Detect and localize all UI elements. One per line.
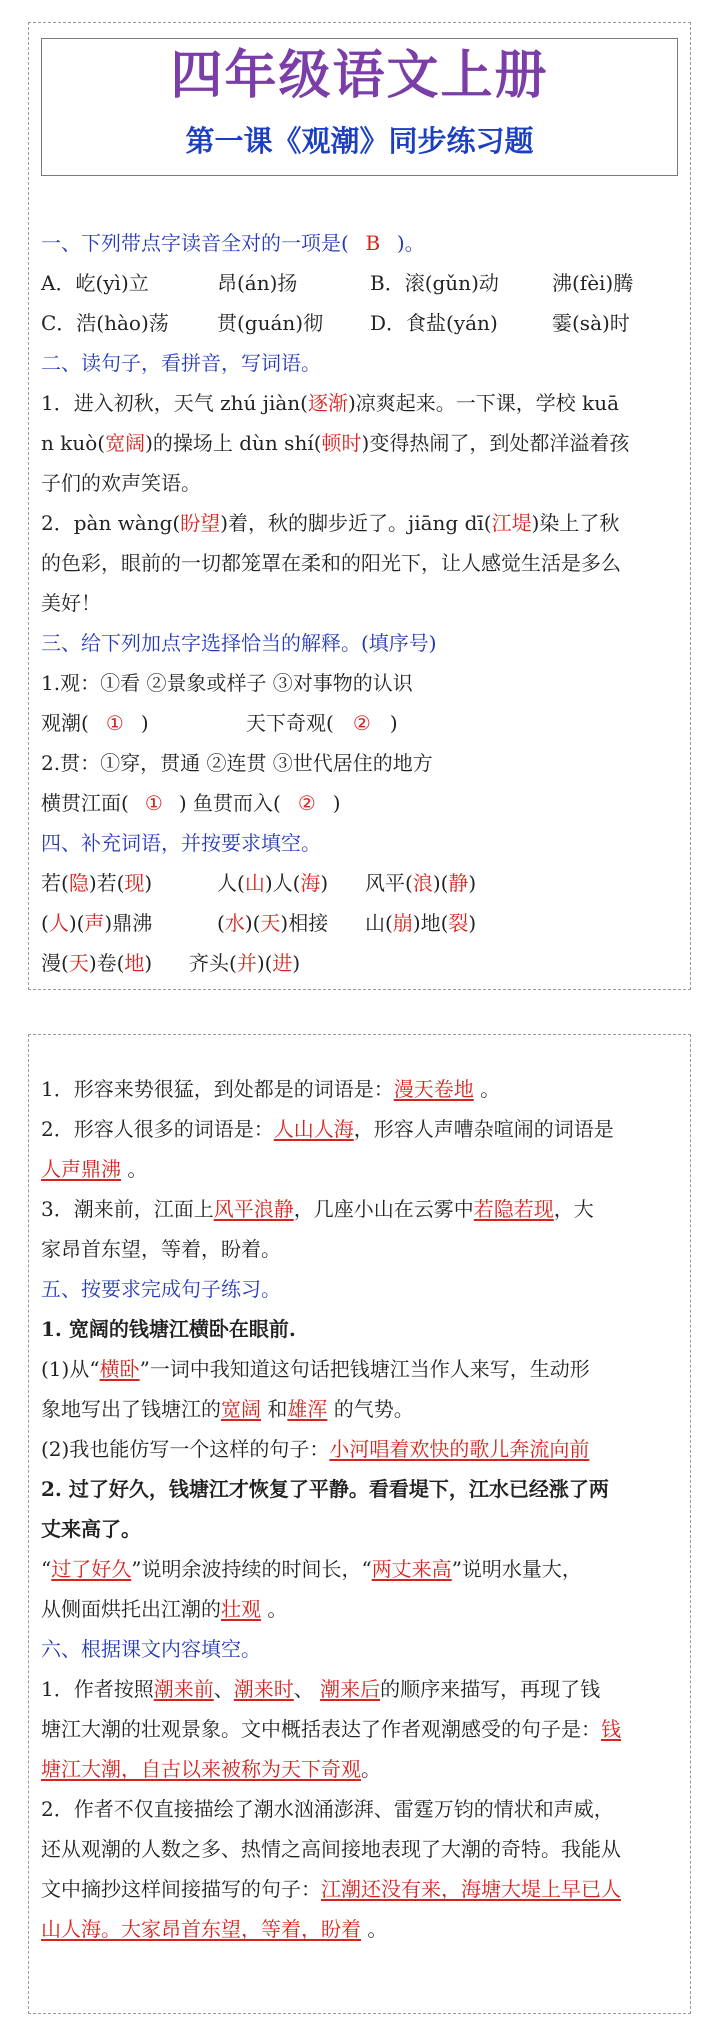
question-1-heading: 一、下列带点字读音全对的一项是( B )。 [41,223,681,263]
option-a2: 昂(án)扬 [217,271,298,295]
fill-line: 文中摘抄这样间接描写的句子：江潮还没有来，海塘大堤上早已人 [41,1877,621,1901]
option-b1: B．滚(gǔn)动 [370,271,499,295]
worksheet-page-1 [28,22,691,990]
example-sentence-2: 2. 过了好久，钱塘江才恢复了平静。看看堤下，江水已经涨了两 [41,1477,609,1501]
paragraph-line: 还从观潮的人数之多、热情之高间接地表现了大潮的奇特。我能从 [41,1837,621,1861]
question-4-heading: 四、补充词语，并按要求填空。 [41,831,321,855]
fill-line: 象地写出了钱塘江的宽阔 和雄浑 的气势。 [41,1397,414,1421]
fill-line: (1)从“横卧”一词中我知道这句话把钱塘江当作人来写，生动形 [41,1357,590,1381]
option-a1: A．屹(yì)立 [41,271,149,295]
fill-line: 塘江大潮，自古以来被称为天下奇观。 [41,1757,381,1781]
fill-line: “过了好久”说明余波持续的时间长，“两丈来高”说明水量大， [41,1557,582,1581]
idiom-row-2: (人)(声)鼎沸 (水)(天)相接 山(崩)地(裂) [41,911,477,935]
fill-line: 2．形容人很多的词语是：人山人海，形容人声嘈杂喧闹的词语是 [41,1117,614,1141]
fill-line: 塘江大潮的壮观景象。文中概括表达了作者观潮感受的句子是：钱 [41,1717,621,1741]
fill-line: 山人海。大家昂首东望，等着，盼着 。 [41,1917,388,1941]
question-5-heading: 五、按要求完成句子练习。 [41,1277,281,1301]
section-content-1 [41,223,681,983]
example-sentence-1: 1. 宽阔的钱塘江横卧在眼前. [41,1317,296,1341]
fill-line: 从侧面烘托出江潮的壮观 。 [41,1597,288,1621]
option-d1: D．食盐(yán) [370,311,498,335]
paragraph-line: 2．pàn wàng(盼望)着，秋的脚步近了。jiāng dī(江堤)染上了秋 [41,511,620,535]
fill-line: 家昂首东望，等着，盼着。 [41,1237,281,1261]
option-d2: 霎(sà)时 [552,311,630,335]
paragraph-line: 1．进入初秋，天气 zhú jiàn(逐渐)凉爽起来。一下课，学校 kuā [41,391,620,415]
option-b2: 沸(fèi)腾 [552,271,634,295]
paragraph-line: n kuò(宽阔)的操场上 dùn shí(顿时)变得热闹了，到处都洋溢着孩 [41,431,630,455]
paragraph-line: 美好！ [41,591,101,615]
definition-line: 1.观：①看 ②景象或样子 ③对事物的认识 [41,671,413,695]
definition-line: 2.贯：①穿，贯通 ②连贯 ③世代居住的地方 [41,751,433,775]
paragraph-line: 子们的欢声笑语。 [41,471,201,495]
section-content-2 [41,1069,681,1949]
idiom-row-1: 若(隐)若(现) 人(山)人(海) 风平(浪)(静) [41,871,477,895]
page-title: 四年级语文上册 [170,45,549,106]
fill-line: 3．潮来前，江面上风平浪静，几座小山在云雾中若隐若现，大 [41,1197,594,1221]
fill-line: 1．形容来势很猛，到处都是的词语是：漫天卷地 。 [41,1077,501,1101]
paragraph-line: 的色彩，眼前的一切都笼罩在柔和的阳光下，让人感觉生活是多么 [41,551,621,575]
worksheet-page-2 [28,1034,691,2014]
question-2-heading: 二、读句子，看拼音，写词语。 [41,351,321,375]
fill-line: 人声鼎沸 。 [41,1157,148,1181]
idiom-row-3: 漫(天)卷(地) 齐头(并)(进) [41,951,301,975]
example-sentence-2-cont: 丈来高了。 [41,1517,141,1541]
question-6-heading: 六、根据课文内容填空。 [41,1637,261,1661]
answer-line: 横贯江面( ① ) 鱼贯而入( ② ) [41,791,341,815]
page-subtitle: 第一课《观潮》同步练习题 [185,124,534,158]
option-c1: C．浩(hào)荡 [41,311,169,335]
answer-line: 观潮( ① ) 天下奇观( ② ) [41,711,398,735]
options-row-2 [41,303,681,343]
question-3-heading: 三、给下列加点字选择恰当的解释。(填序号) [41,631,437,655]
title-box [41,38,678,176]
fill-line: 1．作者按照潮来前、潮来时、 潮来后的顺序来描写，再现了钱 [41,1677,601,1701]
options-row-1 [41,263,681,303]
fill-line: (2)我也能仿写一个这样的句子：小河唱着欢快的歌儿奔流向前 [41,1437,590,1461]
answer-b: B [365,231,381,255]
option-c2: 贯(guán)彻 [217,311,324,335]
paragraph-line: 2．作者不仅直接描绘了潮水汹涌澎湃、雷霆万钧的情状和声威， [41,1797,614,1821]
